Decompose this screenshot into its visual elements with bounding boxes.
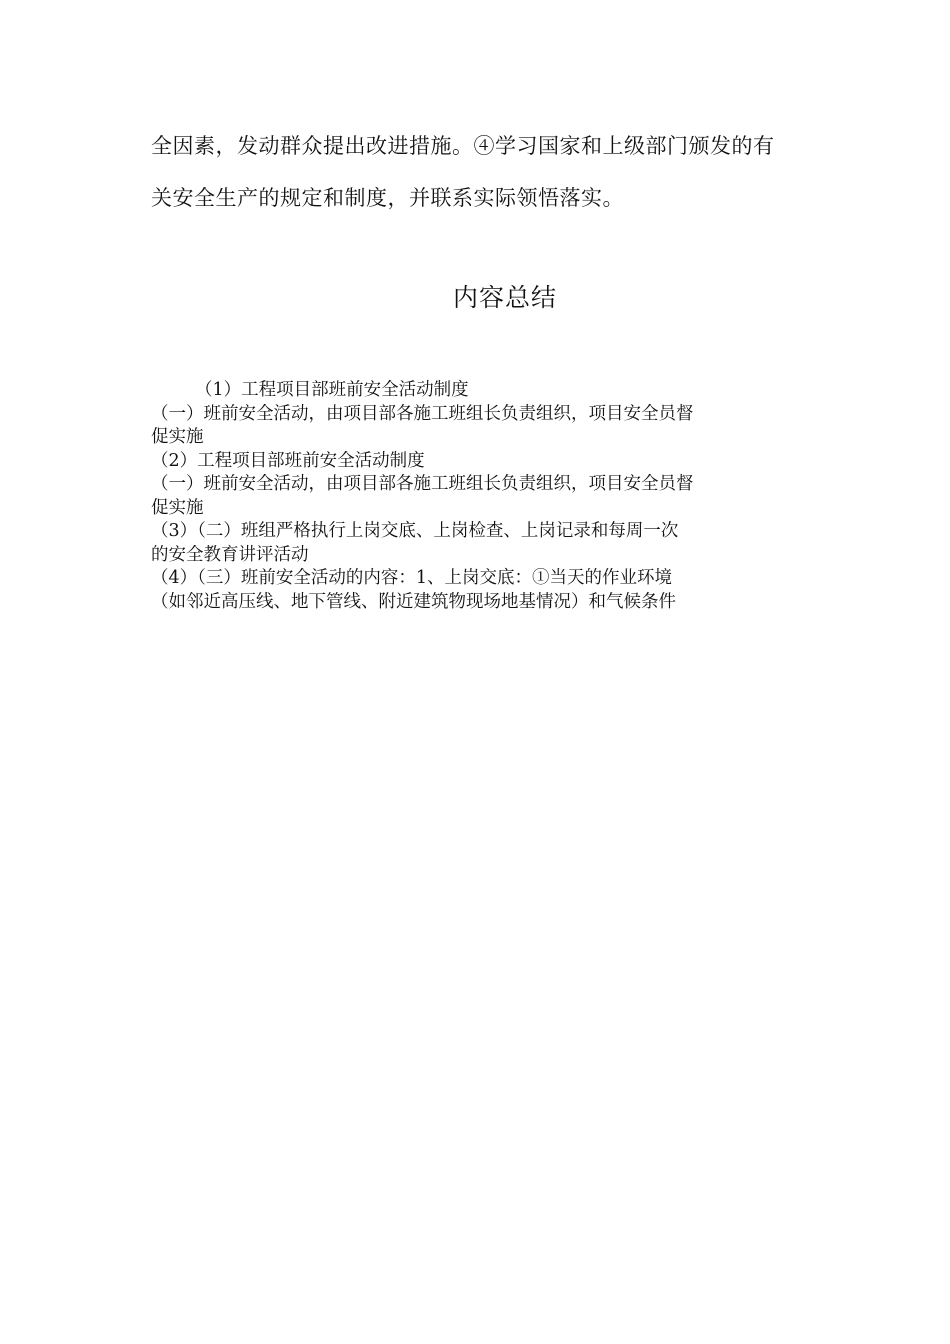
intro-paragraph [151,120,811,224]
summary-line-9: （4）（三）班前安全活动的内容：1、上岗交底：①当天的作业环境 [151,568,673,588]
summary-line-8: 的安全教育讲评活动 [151,544,309,565]
summary-line-3: 促实施 [151,427,204,447]
summary-line-6: 促实施 [151,497,204,518]
summary-body [151,379,811,614]
summary-line-4: （2）工程项目部班前安全活动制度 [151,450,425,471]
summary-line-7: （3）（二）班组严格执行上岗交底、上岗检查、上岗记录和每周一次 [151,521,679,541]
summary-line-2: （一）班前安全活动，由项目部各施工班组长负责组织，项目安全员督 [151,403,694,424]
summary-line-5: （一）班前安全活动，由项目部各施工班组长负责组织，项目安全员督 [151,474,694,494]
summary-heading: 内容总结 [452,283,557,312]
summary-line-10: （如邻近高压线、地下管线、附近建筑物现场地基情况）和气候条件 [151,591,676,612]
intro-line-1: 全因素，发动群众提出改进措施。④学习国家和上级部门颁发的有 [151,134,775,158]
summary-line-1: （1）工程项目部班前安全活动制度 [195,380,469,400]
intro-line-2: 关安全生产的规定和制度，并联系实际领悟落实。 [151,186,624,210]
